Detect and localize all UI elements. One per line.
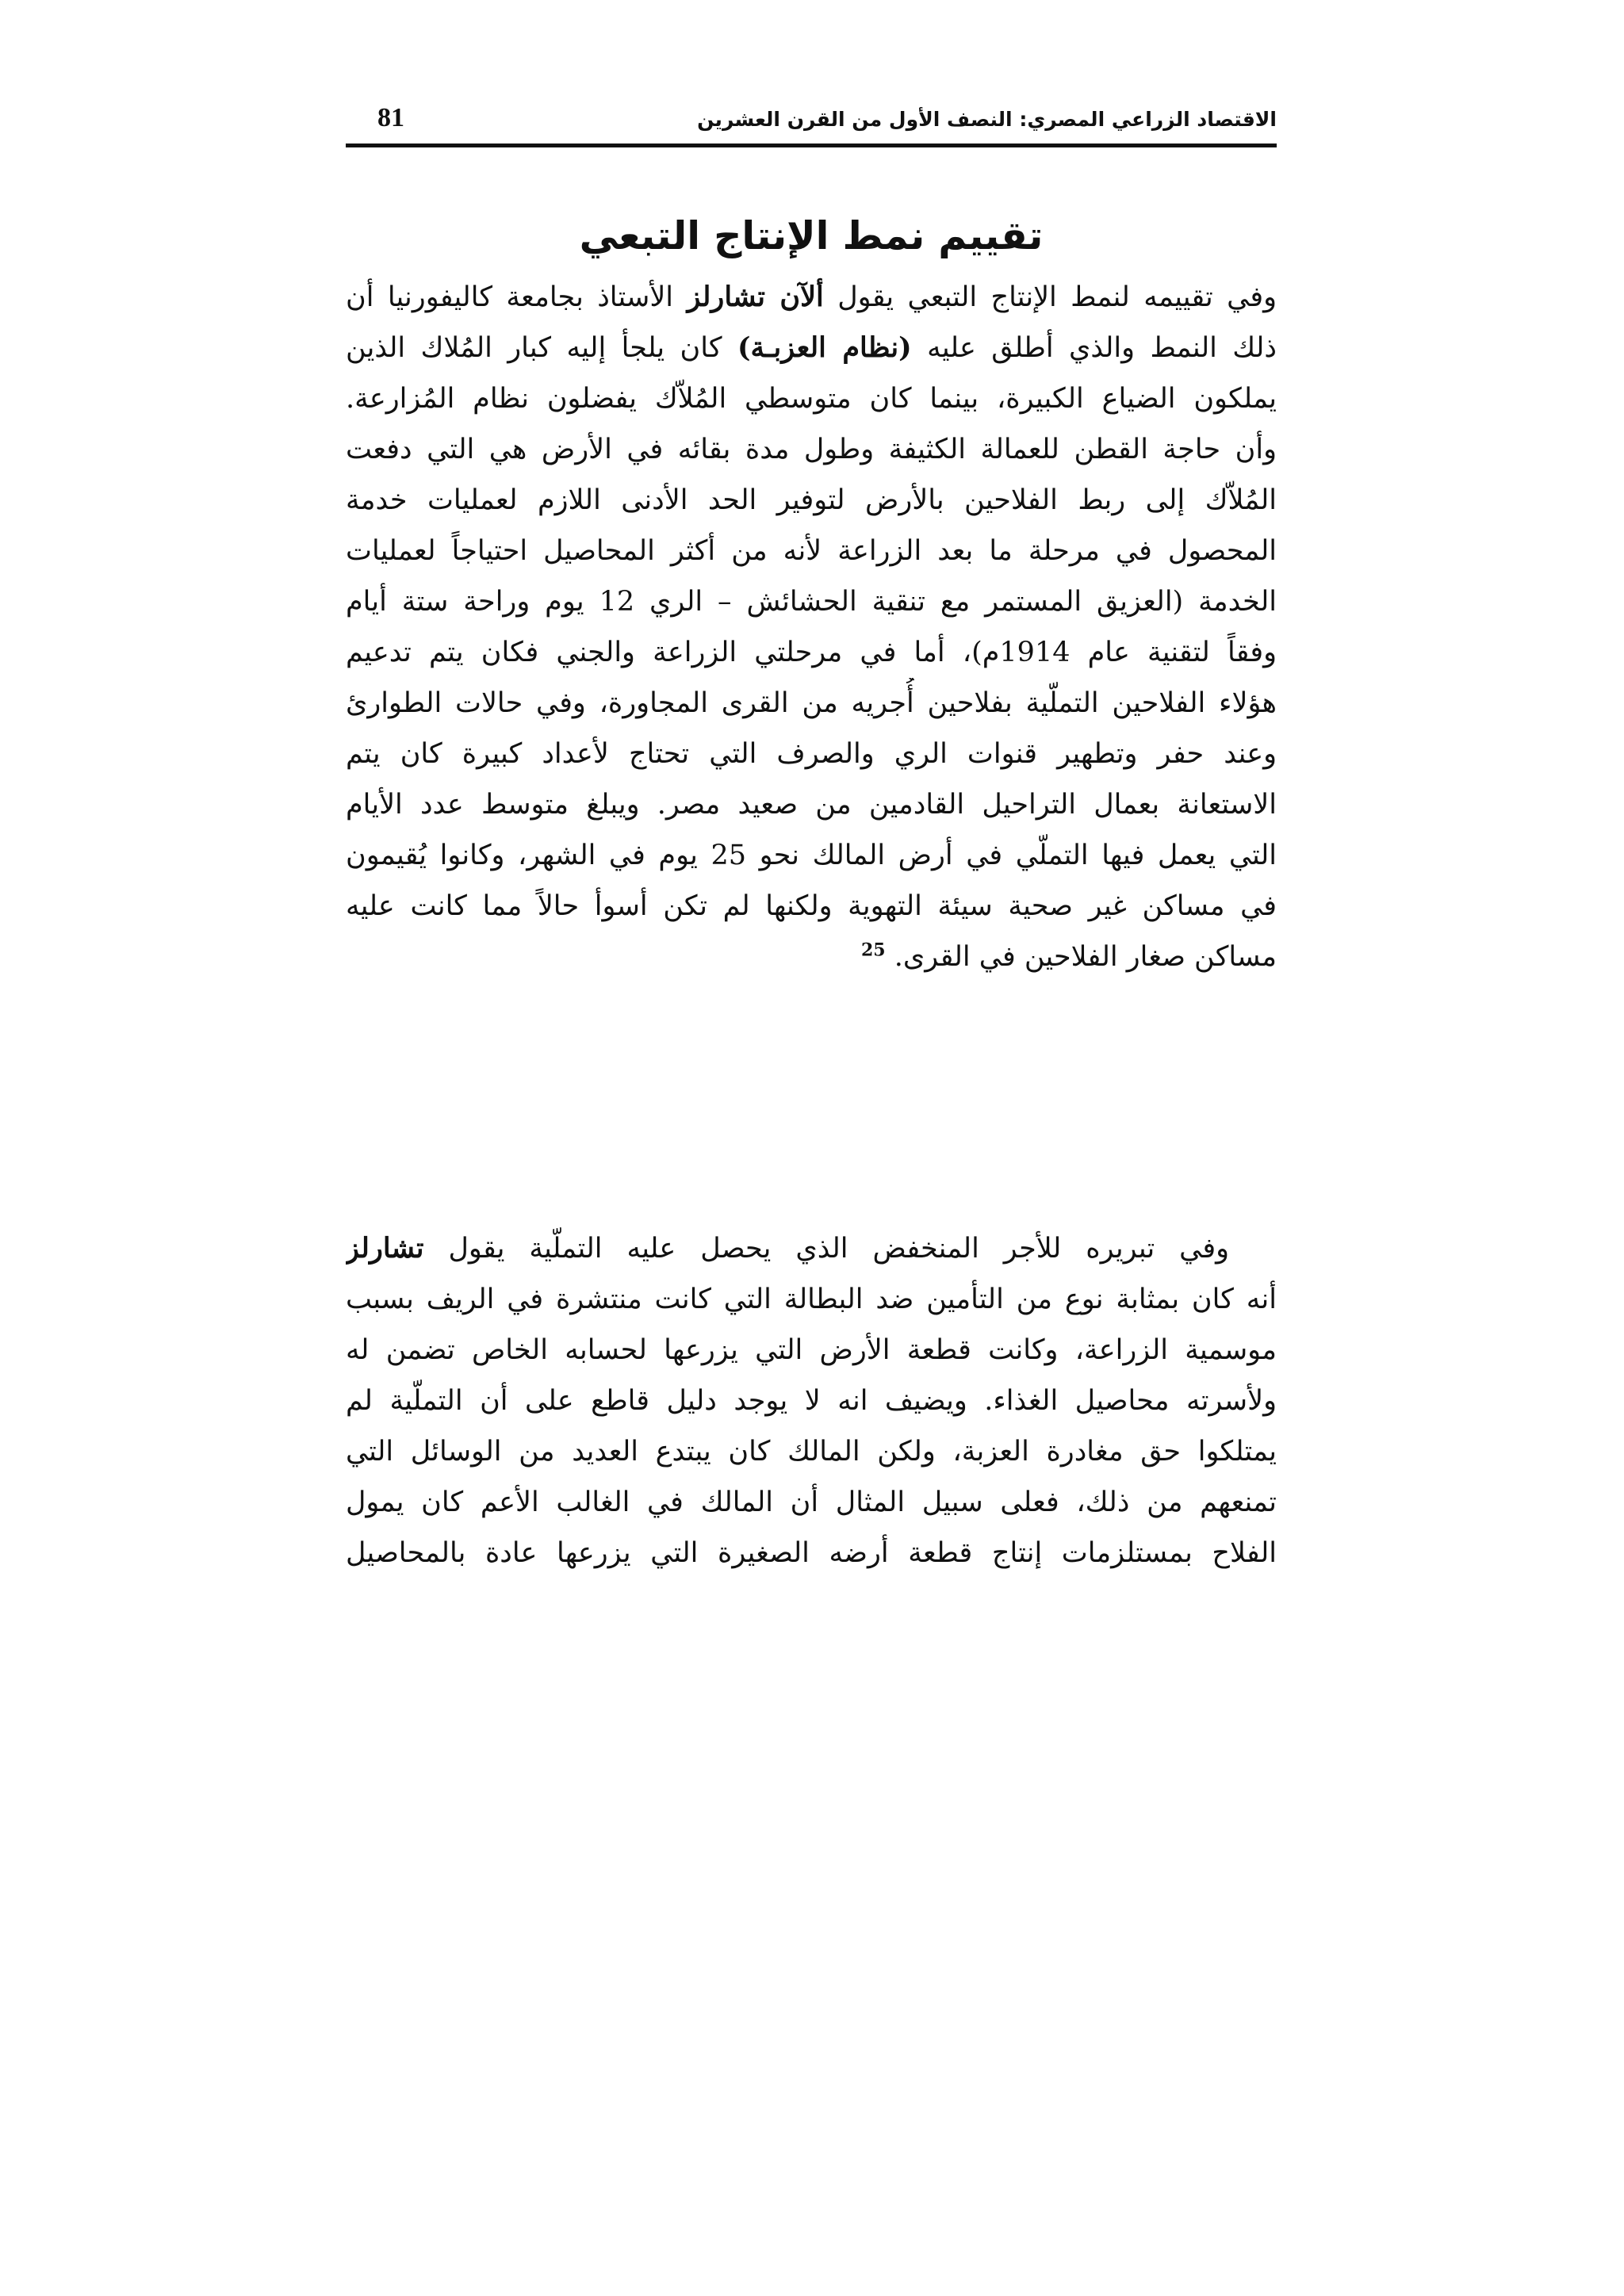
text-line: ولأسرته محاصيل الغذاء. ويضيف انه لا يوجد دليل قاطع على أن التملّية لم [346,1385,1277,1417]
text-line: الخدمة (العزيق المستمر مع تنقية الحشائش – الري 12 يوم وراحة ستة أيام [346,586,1277,618]
text-line: وفقاً لتقنية عام 1914م)، أما في مرحلتي الزراعة والجني فكان يتم تدعيم [346,637,1277,668]
paragraph-2 [346,1223,1277,1578]
text-line: وعند حفر وتطهير قنوات الري والصرف التي تحتاج لأعداد كبيرة كان يتم [346,738,1277,770]
paragraph-1 [346,272,1277,982]
text-line: موسمية الزراعة، وكانت قطعة الأرض التي يزرعها لحسابه الخاص تضمن له [346,1334,1277,1366]
text-line: المُلاّك إلى ربط الفلاحين بالأرض لتوفير الحد الأدنى اللازم لعمليات خدمة [346,484,1277,516]
text-line: وفي تبريره للأجر المنخفض الذي يحصل عليه التملّية يقول تشارلز [346,1232,1229,1265]
term-emphasis: (نظام العزبـة) [737,331,912,364]
author-name: ألآن تشارلز [687,281,824,313]
author-name: تشارلز [346,1232,424,1265]
page-number: 81 [377,103,404,132]
header-divider [346,144,1277,147]
text-line: وفي تقييمه لنمط الإنتاج التبعي يقول ألآن تشارلز الأستاذ بجامعة كاليفورنيا أن [346,281,1277,313]
text-line: مساكن صغار الفلاحين في القرى. $^{25}$ [860,939,1277,973]
text-line: أنه كان بمثابة نوع من التأمين ضد البطالة التي كانت منتشرة في الريف بسبب [346,1284,1277,1315]
text-line: في مساكن غير صحية سيئة التهوية ولكنها لم تكن أسوأ حالاً مما كانت عليه [346,890,1277,922]
text-line: تمنعهم من ذلك، فعلى سبيل المثال أن المالك في الغالب الأعم كان يمول [346,1487,1277,1518]
section-title: تقييم نمط الإنتاج التبعي [579,213,1044,258]
text-line: هؤلاء الفلاحين التملّية بفلاحين أُجريه من القرى المجاورة، وفي حالات الطوارئ [346,687,1277,719]
running-header-title: الاقتصاد الزراعي المصري: النصف الأول من القرن العشرين [697,108,1277,131]
text-line: الاستعانة بعمال التراحيل القادمين من صعيد مصر. ويبلغ متوسط عدد الأيام [346,789,1277,821]
footnote-reference: 25 [860,939,886,961]
text-line: يملكون الضياع الكبيرة، بينما كان متوسطي المُلاّك يفضلون نظام المُزارعة. [346,383,1277,415]
text-line: وأن حاجة القطن للعمالة الكثيفة وطول مدة بقائه في الأرض هي التي دفعت [346,434,1277,465]
text-line: يمتلكوا حق مغادرة العزبة، ولكن المالك كان يبتدع العديد من الوسائل التي [346,1436,1277,1468]
running-header [346,101,1277,146]
text-line: الفلاح بمستلزمات إنتاج قطعة أرضه الصغيرة التي يزرعها عادة بالمحاصيل [346,1537,1277,1569]
text-line: التي يعمل فيها التملّي في أرض المالك نحو 25 يوم في الشهر، وكانوا يُقيمون [346,840,1277,871]
text-line: المحصول في مرحلة ما بعد الزراعة لأنه من أكثر المحاصيل احتياجاً لعمليات [346,535,1277,567]
text-line: ذلك النمط والذي أطلق عليه (نظام العزبـة) كان يلجأ إليه كبار المُلاك الذين [346,331,1277,364]
